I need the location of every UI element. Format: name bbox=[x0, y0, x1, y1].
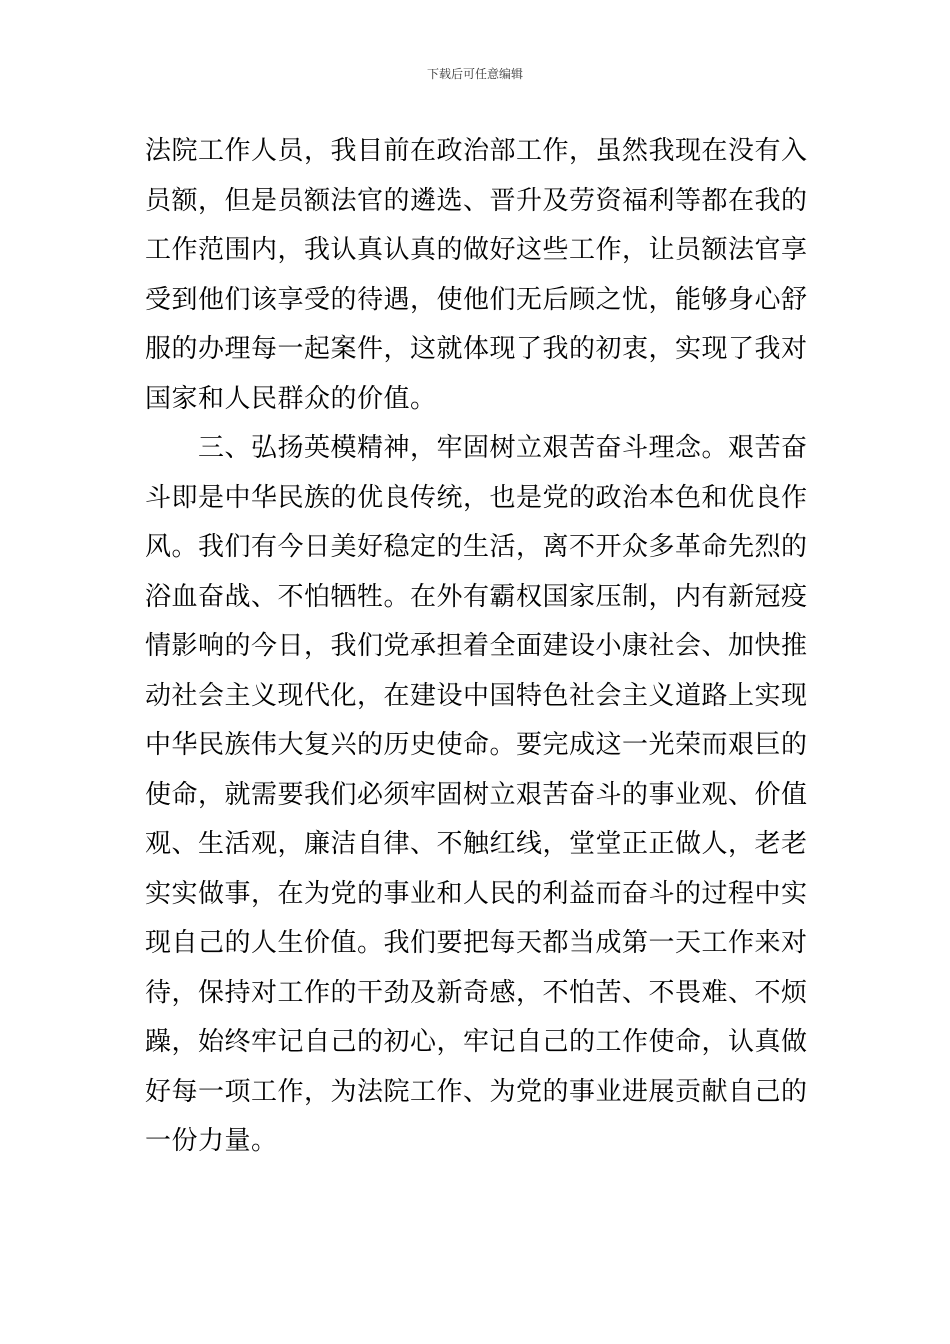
text-line: 三、弘扬英模精神，牢固树立艰苦奋斗理念。艰苦奋 bbox=[145, 433, 808, 463]
text-line: 待，保持对工作的干劲及新奇感，不怕苦、不畏难、不烦 bbox=[145, 977, 808, 1008]
text-line: 员额，但是员额法官的遴选、晋升及劳资福利等都在我的 bbox=[145, 185, 808, 216]
text-line: 躁，始终牢记自己的初心，牢记自己的工作使命，认真做 bbox=[145, 1027, 808, 1057]
text-line: 工作范围内，我认真认真的做好这些工作，让员额法官享 bbox=[145, 235, 808, 265]
text-line: 好每一项工作，为法院工作、为党的事业进展贡献自己的 bbox=[145, 1076, 808, 1107]
body-text bbox=[145, 127, 811, 1167]
text-line: 观、生活观，廉洁自律、不触红线，堂堂正正做人，老老 bbox=[145, 829, 808, 859]
text-line: 中华民族伟大复兴的历史使命。要完成这一光荣而艰巨的 bbox=[145, 730, 808, 760]
text-line: 浴血奋战、不怕牺牲。在外有霸权国家压制，内有新冠疫 bbox=[145, 581, 808, 612]
text-line: 现自己的人生价值。我们要把每天都当成第一天工作来对 bbox=[145, 928, 808, 958]
text-line: 使命，就需要我们必须牢固树立艰苦奋斗的事业观、价值 bbox=[145, 779, 808, 810]
text-line: 受到他们该享受的待遇，使他们无后顾之忧，能够身心舒 bbox=[145, 284, 808, 315]
text-line: 实实做事，在为党的事业和人民的利益而奋斗的过程中实 bbox=[145, 878, 808, 909]
text-line: 服的办理每一起案件，这就体现了我的初衷，实现了我对 bbox=[145, 334, 808, 364]
text-line: 斗即是中华民族的优良传统，也是党的政治本色和优良作 bbox=[145, 482, 808, 513]
text-line: 动社会主义现代化，在建设中国特色社会主义道路上实现 bbox=[145, 680, 808, 711]
text-line: 国家和人民群众的价值。 bbox=[145, 383, 437, 414]
text-line: 法院工作人员，我目前在政治部工作，虽然我现在没有入 bbox=[145, 136, 808, 166]
text-line: 一份力量。 bbox=[145, 1126, 278, 1156]
text-line: 情影响的今日，我们党承担着全面建设小康社会、加快推 bbox=[145, 631, 808, 661]
page-header: 下载后可任意编辑 bbox=[426, 67, 523, 81]
text-line: 风。我们有今日美好稳定的生活，离不开众多革命先烈的 bbox=[145, 532, 808, 562]
